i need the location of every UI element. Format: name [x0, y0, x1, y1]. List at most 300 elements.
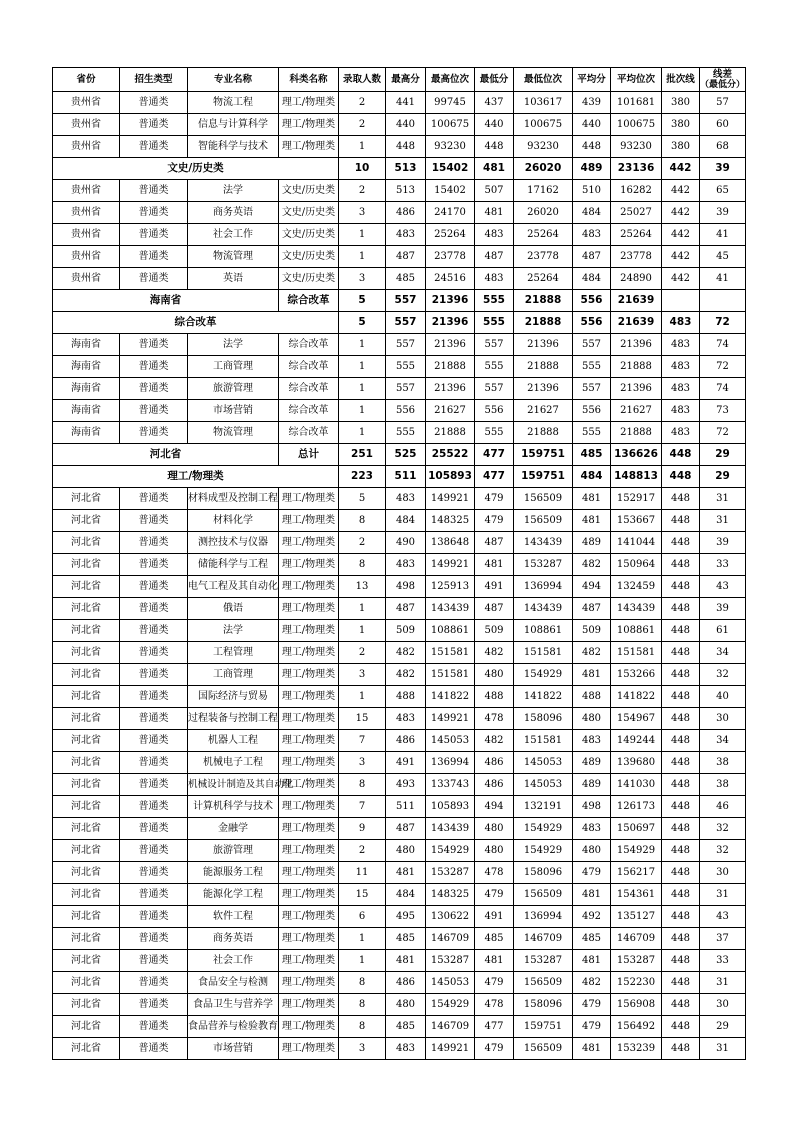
subtotal-cell: 483	[662, 312, 700, 334]
table-cell: 理工/物理类	[279, 664, 339, 686]
table-cell: 145053	[426, 730, 475, 752]
table-row	[53, 224, 746, 246]
table-cell: 市场营销	[188, 1038, 279, 1060]
table-cell: 487	[475, 598, 514, 620]
table-cell: 440	[475, 114, 514, 136]
table-cell: 151581	[514, 730, 573, 752]
table-cell: 41	[700, 268, 746, 290]
table-row	[53, 576, 746, 598]
table-cell: 31	[700, 972, 746, 994]
table-cell: 487	[386, 818, 426, 840]
table-cell: 557	[475, 378, 514, 400]
table-cell: 480	[386, 840, 426, 862]
table-cell: 文史/历史类	[279, 268, 339, 290]
table-cell: 442	[662, 224, 700, 246]
table-cell: 489	[573, 532, 611, 554]
table-cell: 理工/物理类	[279, 796, 339, 818]
table-cell: 145053	[514, 774, 573, 796]
province-total-cell: 477	[475, 444, 514, 466]
table-cell: 482	[573, 972, 611, 994]
table-cell: 理工/物理类	[279, 136, 339, 158]
table-cell: 480	[573, 840, 611, 862]
table-cell: 普通类	[120, 884, 188, 906]
table-cell: 481	[475, 202, 514, 224]
table-cell: 149921	[426, 554, 475, 576]
table-cell: 483	[386, 224, 426, 246]
table-cell: 448	[662, 1016, 700, 1038]
subtotal-cell: 511	[386, 466, 426, 488]
column-header: 录取人数	[339, 68, 386, 92]
table-cell: 483	[386, 708, 426, 730]
table-cell: 1	[339, 620, 386, 642]
column-header: 专业名称	[188, 68, 279, 92]
table-cell: 439	[573, 92, 611, 114]
table-cell: 448	[662, 532, 700, 554]
table-cell: 480	[475, 664, 514, 686]
table-cell: 21396	[514, 334, 573, 356]
table-cell: 482	[475, 642, 514, 664]
table-row	[53, 92, 746, 114]
province-total-cell: 29	[700, 444, 746, 466]
table-cell: 487	[475, 246, 514, 268]
table-cell: 448	[662, 488, 700, 510]
table-cell: 普通类	[120, 400, 188, 422]
table-cell: 513	[386, 180, 426, 202]
table-cell: 普通类	[120, 686, 188, 708]
table-cell: 74	[700, 378, 746, 400]
table-cell: 1	[339, 598, 386, 620]
table-row	[53, 554, 746, 576]
table-cell: 普通类	[120, 730, 188, 752]
table-cell: 488	[386, 686, 426, 708]
table-cell: 河北省	[53, 620, 120, 642]
table-cell: 储能科学与工程	[188, 554, 279, 576]
table-cell: 61	[700, 620, 746, 642]
province-total-cell	[662, 290, 700, 312]
table-cell: 491	[475, 576, 514, 598]
table-cell: 38	[700, 774, 746, 796]
table-cell: 68	[700, 136, 746, 158]
table-cell: 481	[573, 950, 611, 972]
table-cell: 43	[700, 906, 746, 928]
table-cell: 软件工程	[188, 906, 279, 928]
table-cell: 105893	[426, 796, 475, 818]
table-cell: 448	[662, 752, 700, 774]
table-cell: 1	[339, 928, 386, 950]
table-cell: 河北省	[53, 598, 120, 620]
table-cell: 153287	[426, 950, 475, 972]
table-cell: 494	[573, 576, 611, 598]
province-kind: 总计	[279, 444, 339, 466]
table-cell: 1	[339, 136, 386, 158]
table-cell: 理工/物理类	[279, 686, 339, 708]
table-cell: 487	[475, 532, 514, 554]
table-cell: 普通类	[120, 906, 188, 928]
table-row	[53, 488, 746, 510]
table-cell: 13	[339, 576, 386, 598]
table-cell: 河北省	[53, 642, 120, 664]
table-cell: 海南省	[53, 378, 120, 400]
table-cell: 理工/物理类	[279, 730, 339, 752]
table-cell: 21396	[426, 378, 475, 400]
table-body	[53, 92, 746, 1060]
table-cell: 普通类	[120, 114, 188, 136]
table-cell: 理工/物理类	[279, 1016, 339, 1038]
table-cell: 材料成型及控制工程	[188, 488, 279, 510]
table-cell: 贵州省	[53, 136, 120, 158]
table-cell: 557	[573, 334, 611, 356]
table-cell: 河北省	[53, 994, 120, 1016]
table-cell: 143439	[514, 532, 573, 554]
table-cell: 理工/物理类	[279, 928, 339, 950]
table-cell: 普通类	[120, 642, 188, 664]
subtotal-cell: 23136	[611, 158, 662, 180]
table-cell: 149921	[426, 708, 475, 730]
table-cell: 7	[339, 796, 386, 818]
table-cell: 103617	[514, 92, 573, 114]
table-cell: 486	[475, 774, 514, 796]
subtotal-cell: 105893	[426, 466, 475, 488]
table-cell: 海南省	[53, 356, 120, 378]
table-cell: 2	[339, 180, 386, 202]
table-row	[53, 774, 746, 796]
table-cell: 商务英语	[188, 202, 279, 224]
table-cell: 河北省	[53, 972, 120, 994]
table-cell: 8	[339, 1016, 386, 1038]
table-cell: 442	[662, 268, 700, 290]
table-cell: 食品卫生与营养学	[188, 994, 279, 1016]
table-cell: 484	[573, 268, 611, 290]
table-cell: 72	[700, 356, 746, 378]
table-cell: 23778	[514, 246, 573, 268]
table-cell: 485	[386, 1016, 426, 1038]
table-row	[53, 950, 746, 972]
table-cell: 479	[475, 1038, 514, 1060]
table-cell: 普通类	[120, 862, 188, 884]
table-cell: 141822	[611, 686, 662, 708]
table-cell: 483	[386, 488, 426, 510]
table-cell: 1	[339, 950, 386, 972]
table-cell: 154929	[514, 664, 573, 686]
table-row	[53, 114, 746, 136]
table-row	[53, 840, 746, 862]
table-cell: 146709	[514, 928, 573, 950]
table-cell: 487	[573, 598, 611, 620]
table-cell: 154929	[426, 994, 475, 1016]
table-cell: 11	[339, 862, 386, 884]
table-row	[53, 378, 746, 400]
table-cell: 133743	[426, 774, 475, 796]
subtotal-cell: 29	[700, 466, 746, 488]
table-cell: 487	[386, 246, 426, 268]
table-cell: 普通类	[120, 224, 188, 246]
subtotal-cell: 26020	[514, 158, 573, 180]
table-cell: 448	[662, 818, 700, 840]
table-cell: 机械电子工程	[188, 752, 279, 774]
table-cell: 478	[475, 708, 514, 730]
table-cell: 448	[662, 774, 700, 796]
table-cell: 510	[573, 180, 611, 202]
table-cell: 136994	[514, 576, 573, 598]
province-label: 河北省	[53, 444, 279, 466]
table-row	[53, 862, 746, 884]
table-cell: 理工/物理类	[279, 884, 339, 906]
table-cell: 海南省	[53, 400, 120, 422]
table-cell: 理工/物理类	[279, 950, 339, 972]
table-cell: 河北省	[53, 774, 120, 796]
table-cell: 1	[339, 400, 386, 422]
province-total-cell: 448	[662, 444, 700, 466]
table-cell: 30	[700, 862, 746, 884]
table-cell: 483	[662, 422, 700, 444]
table-cell: 494	[475, 796, 514, 818]
table-cell: 555	[573, 422, 611, 444]
table-cell: 143439	[426, 598, 475, 620]
table-cell: 557	[573, 378, 611, 400]
table-cell: 15	[339, 708, 386, 730]
table-cell: 156509	[514, 884, 573, 906]
subtotal-cell: 21888	[514, 312, 573, 334]
table-cell: 8	[339, 774, 386, 796]
table-cell: 3	[339, 1038, 386, 1060]
table-cell: 507	[475, 180, 514, 202]
table-cell: 555	[386, 422, 426, 444]
table-cell: 145053	[426, 972, 475, 994]
table-cell: 481	[475, 554, 514, 576]
table-cell: 法学	[188, 334, 279, 356]
table-cell: 3	[339, 664, 386, 686]
table-cell: 21888	[514, 356, 573, 378]
table-cell: 448	[386, 136, 426, 158]
table-cell: 125913	[426, 576, 475, 598]
table-cell: 物流工程	[188, 92, 279, 114]
table-cell: 2	[339, 532, 386, 554]
subtotal-label: 文史/历史类	[53, 158, 339, 180]
table-cell: 普通类	[120, 818, 188, 840]
table-row	[53, 422, 746, 444]
table-cell: 普通类	[120, 180, 188, 202]
table-cell: 73	[700, 400, 746, 422]
province-total-cell: 557	[386, 290, 426, 312]
table-cell: 150697	[611, 818, 662, 840]
table-cell: 21888	[514, 422, 573, 444]
table-cell: 金融学	[188, 818, 279, 840]
table-cell: 556	[573, 400, 611, 422]
table-cell: 41	[700, 224, 746, 246]
table-cell: 39	[700, 532, 746, 554]
table-cell: 文史/历史类	[279, 246, 339, 268]
table-cell: 146709	[426, 928, 475, 950]
table-cell: 491	[475, 906, 514, 928]
subtotal-cell: 10	[339, 158, 386, 180]
table-cell: 普通类	[120, 334, 188, 356]
subtotal-cell: 21396	[426, 312, 475, 334]
table-row	[53, 1016, 746, 1038]
table-cell: 143439	[514, 598, 573, 620]
table-cell: 479	[475, 972, 514, 994]
table-cell: 480	[475, 818, 514, 840]
table-cell: 5	[339, 488, 386, 510]
table-cell: 河北省	[53, 752, 120, 774]
table-cell: 380	[662, 114, 700, 136]
table-cell: 149921	[426, 1038, 475, 1060]
table-cell: 487	[386, 598, 426, 620]
table-cell: 482	[573, 554, 611, 576]
column-header: 平均位次	[611, 68, 662, 92]
table-cell: 普通类	[120, 796, 188, 818]
table-cell: 483	[662, 334, 700, 356]
table-cell: 478	[475, 994, 514, 1016]
table-cell: 普通类	[120, 510, 188, 532]
table-cell: 普通类	[120, 994, 188, 1016]
province-total-cell: 251	[339, 444, 386, 466]
table-cell: 材料化学	[188, 510, 279, 532]
province-total-cell	[700, 290, 746, 312]
table-cell: 38	[700, 752, 746, 774]
table-cell: 24890	[611, 268, 662, 290]
subtotal-row	[53, 466, 746, 488]
province-total-cell: 485	[573, 444, 611, 466]
table-cell: 电气工程及其自动化	[188, 576, 279, 598]
table-cell: 2	[339, 840, 386, 862]
table-cell: 食品安全与检测	[188, 972, 279, 994]
table-cell: 物流管理	[188, 422, 279, 444]
table-cell: 153667	[611, 510, 662, 532]
table-cell: 37	[700, 928, 746, 950]
table-cell: 2	[339, 114, 386, 136]
table-cell: 信息与计算科学	[188, 114, 279, 136]
table-cell: 555	[475, 356, 514, 378]
table-cell: 489	[573, 774, 611, 796]
table-cell: 理工/物理类	[279, 510, 339, 532]
table-cell: 101681	[611, 92, 662, 114]
table-row	[53, 642, 746, 664]
table-cell: 485	[475, 928, 514, 950]
table-cell: 484	[386, 510, 426, 532]
table-row	[53, 334, 746, 356]
column-header: 最高位次	[426, 68, 475, 92]
table-cell: 100675	[611, 114, 662, 136]
subtotal-cell: 477	[475, 466, 514, 488]
table-cell: 24516	[426, 268, 475, 290]
table-cell: 文史/历史类	[279, 180, 339, 202]
table-row	[53, 884, 746, 906]
table-cell: 河北省	[53, 664, 120, 686]
table-cell: 33	[700, 554, 746, 576]
table-cell: 过程装备与控制工程	[188, 708, 279, 730]
table-cell: 俄语	[188, 598, 279, 620]
table-cell: 21888	[426, 356, 475, 378]
table-cell: 贵州省	[53, 268, 120, 290]
table-cell: 2	[339, 642, 386, 664]
table-cell: 495	[386, 906, 426, 928]
table-cell: 448	[662, 708, 700, 730]
table-cell: 1	[339, 224, 386, 246]
subtotal-cell: 223	[339, 466, 386, 488]
table-cell: 479	[475, 510, 514, 532]
table-cell: 商务英语	[188, 928, 279, 950]
table-cell: 158096	[514, 862, 573, 884]
table-cell: 河北省	[53, 796, 120, 818]
table-cell: 综合改革	[279, 400, 339, 422]
table-cell: 理工/物理类	[279, 598, 339, 620]
table-cell: 普通类	[120, 598, 188, 620]
table-cell: 156509	[514, 1038, 573, 1060]
table-cell: 151581	[426, 664, 475, 686]
table-cell: 146709	[611, 928, 662, 950]
table-cell: 490	[386, 532, 426, 554]
table-cell: 480	[573, 708, 611, 730]
table-cell: 理工/物理类	[279, 642, 339, 664]
table-cell: 448	[662, 620, 700, 642]
table-cell: 理工/物理类	[279, 114, 339, 136]
table-cell: 448	[662, 840, 700, 862]
table-cell: 河北省	[53, 510, 120, 532]
table-cell: 498	[386, 576, 426, 598]
table-cell: 108861	[611, 620, 662, 642]
province-total-cell: 159751	[514, 444, 573, 466]
table-cell: 448	[662, 642, 700, 664]
table-cell: 448	[662, 510, 700, 532]
province-total-row	[53, 290, 746, 312]
column-header: 线差 （最低分）	[700, 68, 746, 90]
table-cell: 26020	[514, 202, 573, 224]
table-cell: 479	[573, 994, 611, 1016]
table-cell: 555	[475, 422, 514, 444]
table-cell: 154929	[514, 818, 573, 840]
table-cell: 21396	[514, 378, 573, 400]
table-cell: 河北省	[53, 554, 120, 576]
table-cell: 136994	[426, 752, 475, 774]
table-cell: 31	[700, 488, 746, 510]
subtotal-row	[53, 158, 746, 180]
table-cell: 145053	[514, 752, 573, 774]
table-cell: 21396	[426, 334, 475, 356]
table-cell: 30	[700, 994, 746, 1016]
table-cell: 15402	[426, 180, 475, 202]
table-cell: 132191	[514, 796, 573, 818]
province-total-cell: 21888	[514, 290, 573, 312]
table-cell: 440	[386, 114, 426, 136]
table-cell: 448	[475, 136, 514, 158]
table-row	[53, 620, 746, 642]
table-cell: 32	[700, 664, 746, 686]
table-cell: 社会工作	[188, 950, 279, 972]
table-cell: 29	[700, 1016, 746, 1038]
table-cell: 机械设计制造及其自动化	[188, 774, 279, 796]
table-row	[53, 268, 746, 290]
table-cell: 156509	[514, 488, 573, 510]
table-cell: 工商管理	[188, 664, 279, 686]
table-row	[53, 400, 746, 422]
table-row	[53, 818, 746, 840]
table-cell: 21396	[611, 334, 662, 356]
table-cell: 478	[475, 862, 514, 884]
table-cell: 普通类	[120, 92, 188, 114]
table-cell: 486	[475, 752, 514, 774]
table-cell: 河北省	[53, 906, 120, 928]
table-row	[53, 1038, 746, 1060]
table-cell: 151581	[611, 642, 662, 664]
province-total-row	[53, 444, 746, 466]
table-cell: 148325	[426, 884, 475, 906]
table-cell: 556	[386, 400, 426, 422]
table-cell: 481	[573, 510, 611, 532]
table-cell: 143439	[426, 818, 475, 840]
table-row	[53, 136, 746, 158]
table-cell: 448	[662, 576, 700, 598]
table-cell: 448	[662, 796, 700, 818]
